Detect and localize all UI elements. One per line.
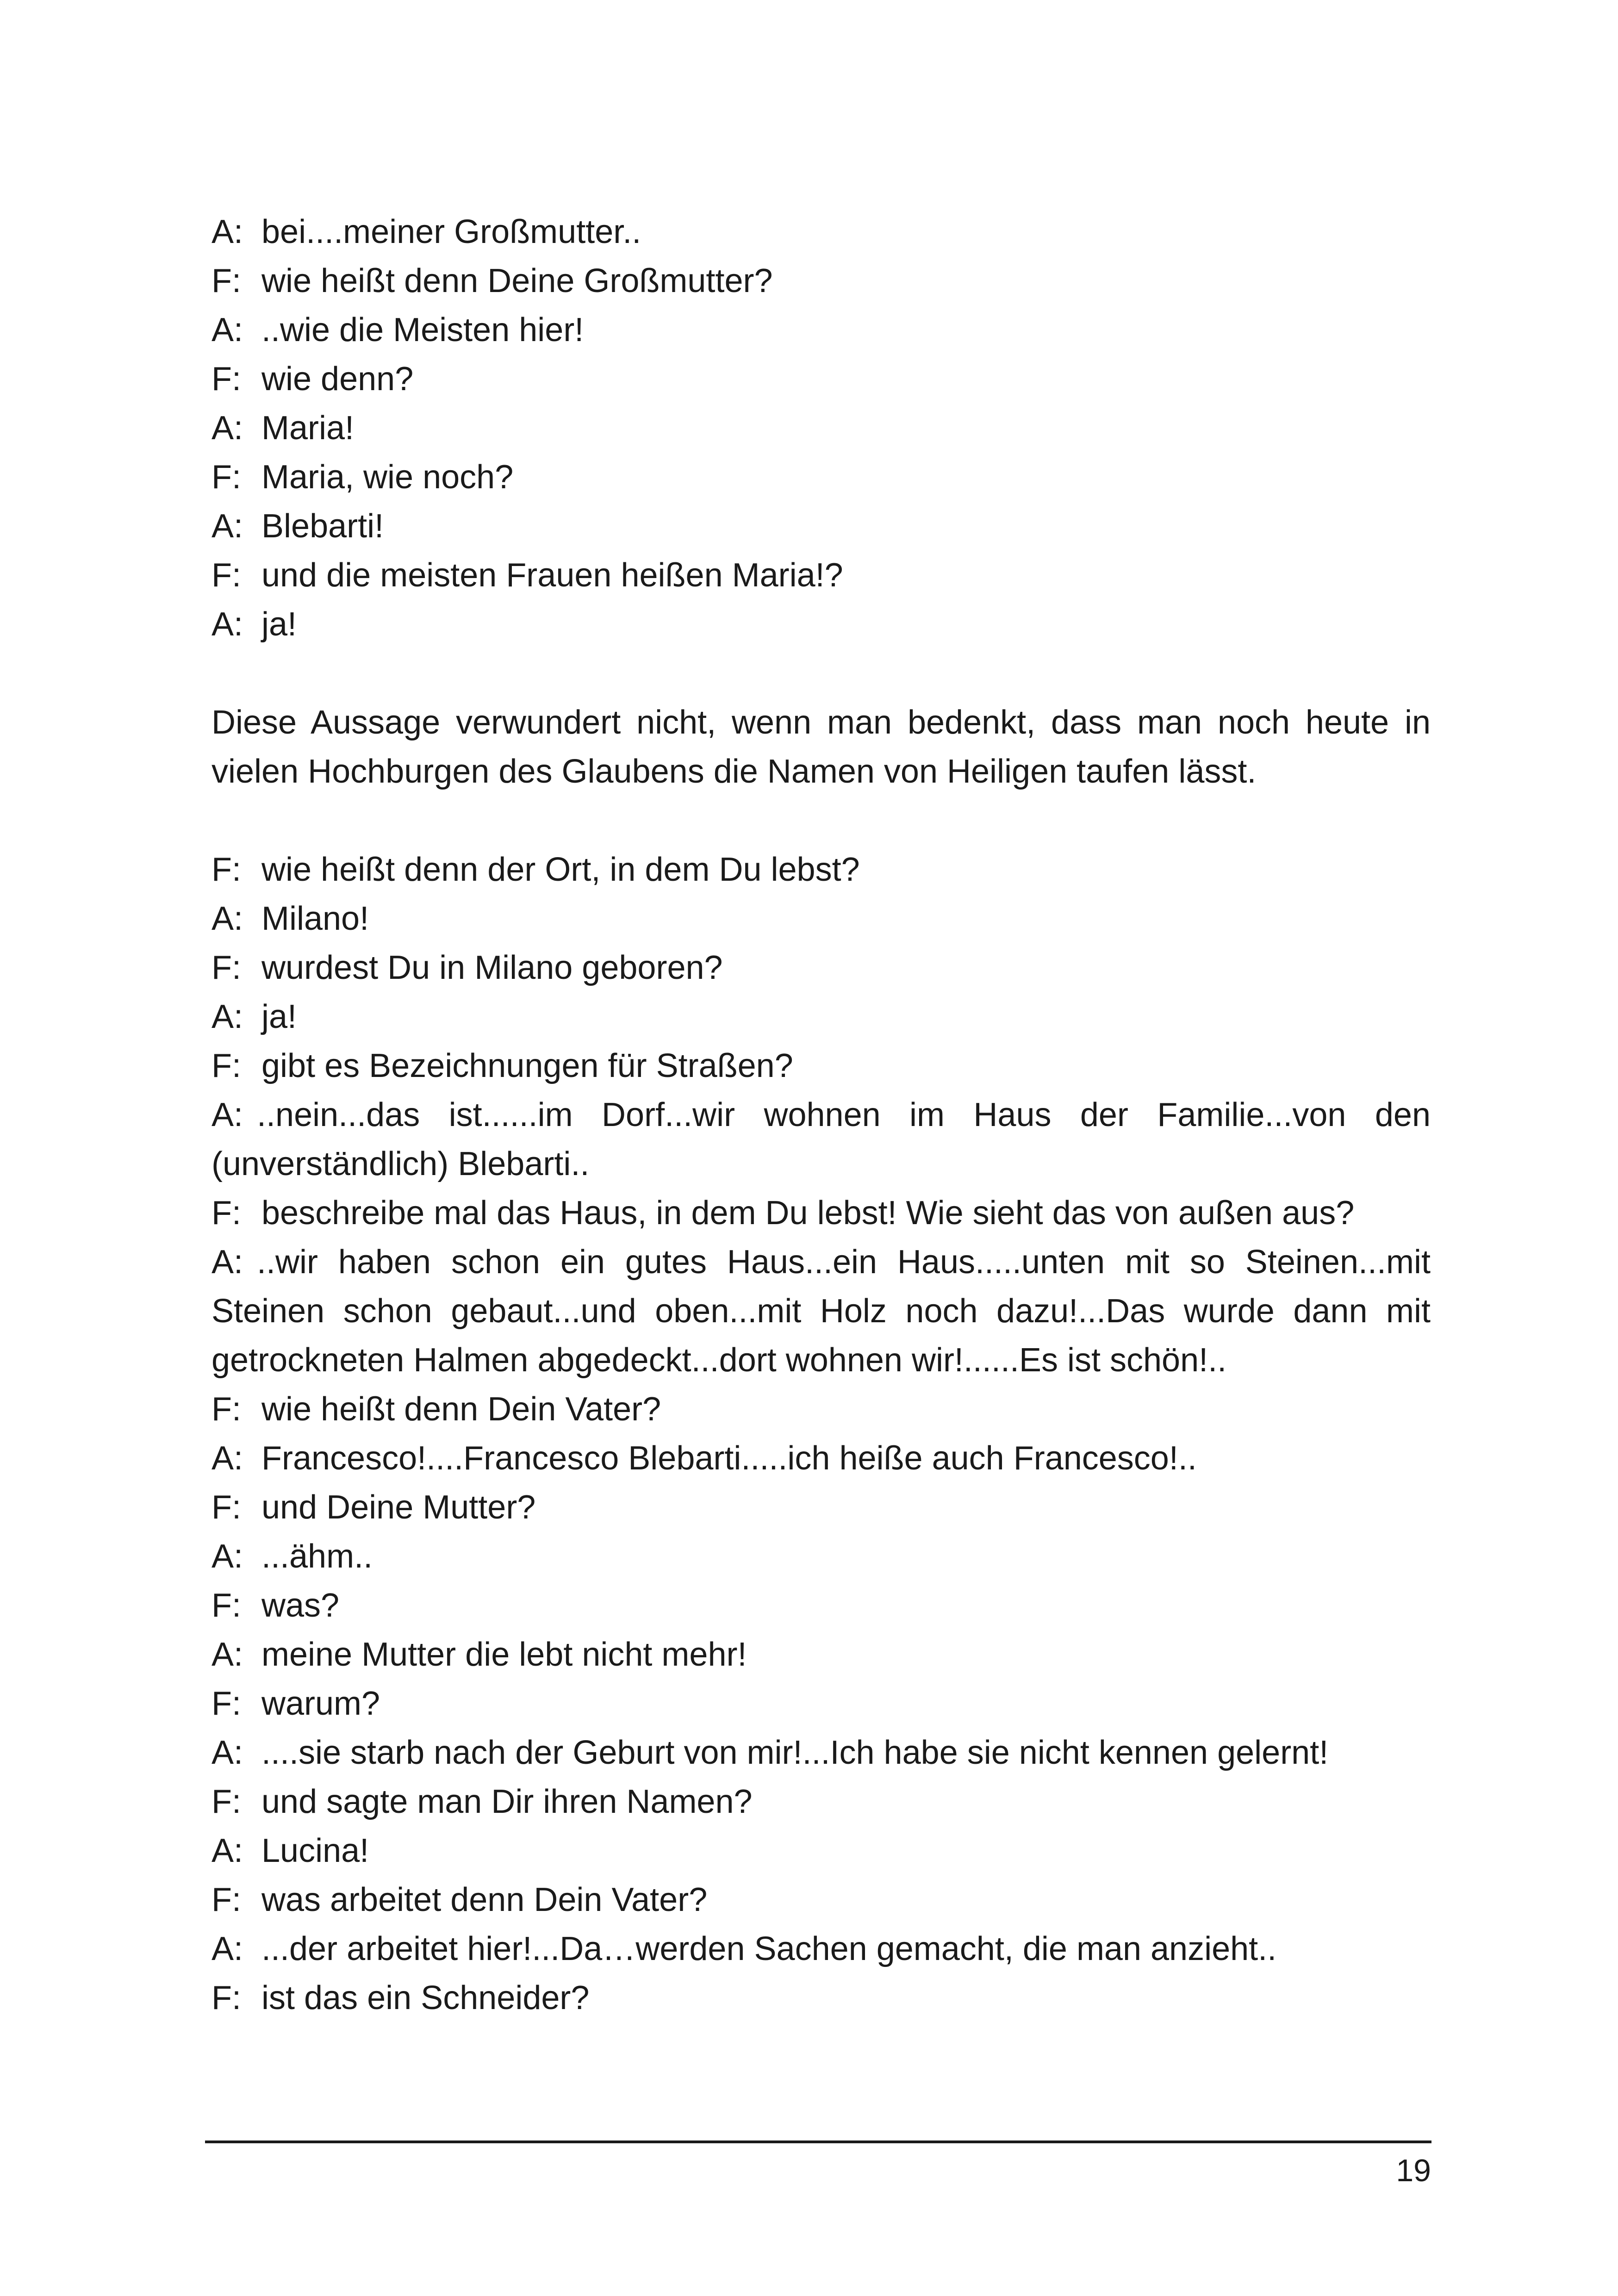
dialogue-line [212, 1581, 1431, 1630]
utterance: beschreibe mal das Haus, in dem Du lebst! Wie sieht das von außen aus? [261, 1195, 1355, 1232]
utterance: und sagte man Dir ihren Namen? [261, 1783, 753, 1820]
speaker-label: F: [212, 1047, 241, 1084]
utterance: Lucina! [261, 1832, 369, 1869]
utterance: wie denn? [261, 361, 414, 398]
dialogue-line [212, 1973, 1431, 2022]
dialogue-line [212, 207, 1431, 256]
speaker-label: A: [212, 1538, 243, 1575]
utterance: Maria! [261, 410, 355, 447]
utterance: ....sie starb nach der Geburt von mir!...Ich habe sie nicht kennen gelernt! [261, 1734, 1329, 1771]
body-paragraph: Diese Aussage verwundert nicht, wenn man bedenkt, dass man noch heute in vielen Hochburgen des Glaubens die Namen von Heiligen taufen lässt. [212, 704, 1431, 790]
utterance: ja! [261, 606, 297, 643]
utterance: gibt es Bezeichnungen für Straßen? [261, 1047, 793, 1084]
utterance: ..wir haben schon ein gutes Haus...ein Haus.....unten mit so Steinen...mit Steinen schon gebaut...und oben...mit Holz noch dazu!...Das wurde dann mit getrockneten Halmen abgedeckt...dort wohnen wir!......Es ist schön!.. [212, 1244, 1431, 1379]
utterance: meine Mutter die lebt nicht mehr! [261, 1636, 747, 1673]
dialogue-line [212, 305, 1431, 355]
utterance: warum? [261, 1685, 380, 1722]
dialogue-line [212, 600, 1431, 649]
utterance: Blebarti! [261, 508, 384, 545]
speaker-label: A: [212, 1930, 243, 1967]
speaker-label: F: [212, 557, 241, 594]
dialogue-line [212, 453, 1431, 502]
speaker-label: F: [212, 949, 241, 986]
page-number: 19 [1396, 2153, 1431, 2188]
footer-rule [205, 2140, 1431, 2143]
spacer [212, 796, 1431, 845]
utterance: was arbeitet denn Dein Vater? [261, 1881, 708, 1918]
speaker-label: A: [212, 606, 243, 643]
speaker-label: A: [212, 410, 243, 447]
utterance: wie heißt denn Dein Vater? [261, 1391, 661, 1428]
utterance: ...ähm.. [261, 1538, 373, 1575]
speaker-label: A: [212, 1096, 243, 1133]
dialogue-line [212, 355, 1431, 404]
speaker-label: A: [212, 213, 243, 250]
dialogue-line [212, 551, 1431, 600]
dialogue-line [212, 1188, 1431, 1238]
utterance: ...der arbeitet hier!...Da…werden Sachen gemacht, die man anzieht.. [261, 1930, 1277, 1967]
page-body [212, 207, 1431, 2022]
speaker-label: F: [212, 851, 241, 888]
speaker-label: F: [212, 459, 241, 496]
speaker-label: A: [212, 311, 243, 348]
speaker-label: F: [212, 1391, 241, 1428]
dialogue-line [212, 1434, 1431, 1483]
dialogue-line [212, 1924, 1431, 1973]
dialogue-line [212, 1777, 1431, 1826]
dialogue-line [212, 992, 1431, 1041]
dialogue-line [212, 1385, 1431, 1434]
utterance: wie heißt denn der Ort, in dem Du lebst? [261, 851, 860, 888]
speaker-label: F: [212, 1489, 241, 1526]
dialogue-line [212, 1875, 1431, 1924]
speaker-label: F: [212, 1195, 241, 1232]
utterance: Maria, wie noch? [261, 459, 514, 496]
speaker-label: F: [212, 361, 241, 398]
dialogue-line [212, 1826, 1431, 1875]
utterance: ist das ein Schneider? [261, 1979, 590, 2016]
dialogue-block-2 [212, 845, 1431, 2022]
utterance: wurdest Du in Milano geboren? [261, 949, 723, 986]
dialogue-line [212, 1238, 1431, 1385]
utterance: und Deine Mutter? [261, 1489, 536, 1526]
speaker-label: A: [212, 1244, 243, 1281]
speaker-label: A: [212, 508, 243, 545]
dialogue-line [212, 1679, 1431, 1728]
utterance: ..nein...das ist......im Dorf...wir wohnen im Haus der Familie...von den (unverständlich) Blebarti.. [212, 1096, 1431, 1182]
dialogue-line [212, 1630, 1431, 1679]
speaker-label: F: [212, 1587, 241, 1624]
speaker-label: F: [212, 1685, 241, 1722]
dialogue-line [212, 943, 1431, 992]
speaker-label: A: [212, 900, 243, 937]
speaker-label: A: [212, 1832, 243, 1869]
dialogue-line [212, 1090, 1431, 1188]
utterance: bei....meiner Großmutter.. [261, 213, 641, 250]
dialogue-line [212, 1483, 1431, 1532]
dialogue-line [212, 256, 1431, 305]
dialogue-line [212, 502, 1431, 551]
speaker-label: F: [212, 1881, 241, 1918]
dialogue-line [212, 1728, 1431, 1777]
utterance: Milano! [261, 900, 369, 937]
utterance: ja! [261, 998, 297, 1035]
dialogue-line [212, 1532, 1431, 1581]
speaker-label: F: [212, 262, 241, 299]
speaker-label: F: [212, 1783, 241, 1820]
dialogue-line [212, 404, 1431, 453]
dialogue-line [212, 845, 1431, 894]
spacer [212, 649, 1431, 698]
speaker-label: F: [212, 1979, 241, 2016]
dialogue-line [212, 894, 1431, 943]
dialogue-block-1 [212, 207, 1431, 649]
utterance: Francesco!....Francesco Blebarti.....ich heiße auch Francesco!.. [261, 1440, 1197, 1477]
utterance: was? [261, 1587, 340, 1624]
dialogue-line [212, 1041, 1431, 1090]
speaker-label: A: [212, 998, 243, 1035]
speaker-label: A: [212, 1440, 243, 1477]
speaker-label: A: [212, 1734, 243, 1771]
utterance: wie heißt denn Deine Großmutter? [261, 262, 773, 299]
speaker-label: A: [212, 1636, 243, 1673]
utterance: ..wie die Meisten hier! [261, 311, 584, 348]
utterance: und die meisten Frauen heißen Maria!? [261, 557, 843, 594]
